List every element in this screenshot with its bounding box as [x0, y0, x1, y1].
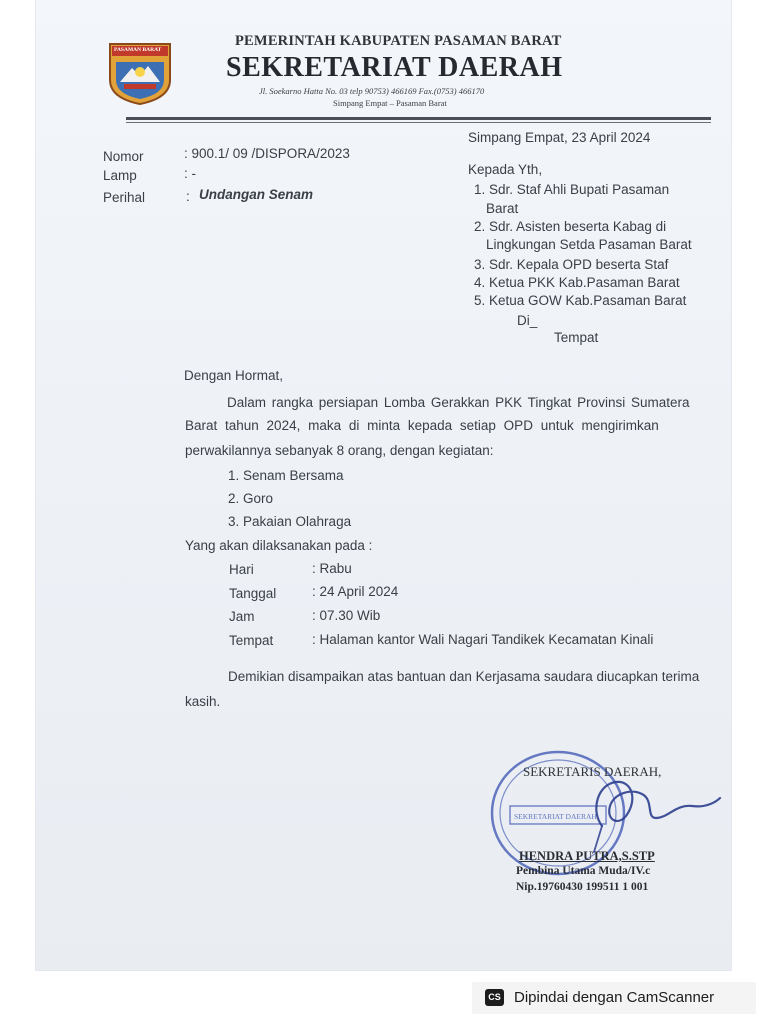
schedule-label: Tanggal: [229, 586, 277, 601]
handwritten-signature: [506, 760, 726, 870]
perihal-colon: :: [186, 189, 190, 204]
recipient-line: 1. Sdr. Staf Ahli Bupati Pasaman: [474, 182, 670, 197]
schedule-label: Hari: [229, 562, 254, 577]
recipient-line: 3. Sdr. Kepala OPD beserta Staf: [474, 257, 669, 272]
salutation: Dengan Hormat,: [184, 368, 284, 383]
signatory-nip: Nip.19760430 199511 1 001: [516, 881, 649, 893]
camscanner-icon: CS: [485, 989, 504, 1006]
schedule-intro: Yang akan dilaksanakan pada :: [185, 538, 373, 553]
letterhead-office: SEKRETARIAT DAERAH: [226, 52, 563, 83]
signatory-name: HENDRA PUTRA,S.STP: [519, 849, 655, 863]
recipients-tempat: Tempat: [554, 330, 599, 345]
date-line: Simpang Empat, 23 April 2024: [468, 130, 651, 145]
recipient-line: 5. Ketua GOW Kab.Pasaman Barat: [474, 293, 687, 308]
paragraph-line: perwakilannya sebanyak 8 orang, dengan kegiatan:: [185, 443, 494, 458]
schedule-value: : 24 April 2024: [312, 584, 399, 599]
schedule-label: Tempat: [229, 633, 274, 648]
schedule-value: : Halaman kantor Wali Nagari Tandikek Kecamatan Kinali: [312, 632, 654, 647]
recipient-line: 2. Sdr. Asisten beserta Kabag di: [474, 219, 667, 234]
stamp-text: SEKRETARIAT DAERAH: [514, 812, 597, 821]
scanned-letter: [36, 0, 731, 970]
lamp-label: Lamp: [103, 168, 137, 183]
recipients-heading: Kepada Yth,: [468, 162, 543, 177]
letterhead-rule: [126, 117, 711, 120]
recipient-line: Barat: [486, 201, 519, 216]
camscanner-badge: [472, 982, 756, 1014]
signature-title: SEKRETARIS DAERAH,: [523, 764, 662, 779]
activity-item: 1. Senam Bersama: [228, 468, 344, 483]
schedule-value: : 07.30 Wib: [312, 608, 381, 623]
closing-line: kasih.: [185, 694, 221, 709]
perihal-value: Undangan Senam: [199, 187, 314, 202]
recipient-line: Lingkungan Setda Pasaman Barat: [486, 237, 692, 252]
camscanner-label: Dipindai dengan CamScanner: [514, 989, 715, 1006]
paragraph-line: Barat tahun 2024, maka di minta kepada setiap OPD untuk mengirimkan: [185, 418, 659, 433]
activity-item: 2. Goro: [228, 491, 274, 506]
closing-line: Demikian disampaikan atas bantuan dan Kerjasama saudara diucapkan terima: [228, 669, 700, 684]
letterhead-government: PEMERINTAH KABUPATEN PASAMAN BARAT: [235, 33, 562, 49]
logo-text: PASAMAN BARAT: [114, 47, 162, 53]
perihal-label: Perihal: [103, 190, 146, 205]
letterhead-address: Jl. Soekarno Hatta No. 03 telp 90753) 466169 Fax.(0753) 466170: [259, 86, 485, 96]
nomor-value: : 900.1/ 09 /DISPORA/2023: [184, 146, 350, 161]
letterhead-location: Simpang Empat – Pasaman Barat: [333, 98, 447, 108]
signatory-rank: Pembina Utama Muda/IV.c: [516, 865, 651, 877]
lamp-value: : -: [184, 166, 196, 181]
schedule-value: : Rabu: [312, 561, 352, 576]
paragraph-line: Dalam rangka persiapan Lomba Gerakkan PKK Tingkat Provinsi Sumatera: [227, 395, 690, 410]
activity-item: 3. Pakaian Olahraga: [228, 514, 352, 529]
schedule-label: Jam: [229, 609, 255, 624]
recipient-line: 4. Ketua PKK Kab.Pasaman Barat: [474, 275, 680, 290]
nomor-label: Nomor: [103, 149, 144, 164]
letterhead-rule-thin: [126, 122, 711, 123]
recipients-di: Di_: [517, 313, 538, 328]
